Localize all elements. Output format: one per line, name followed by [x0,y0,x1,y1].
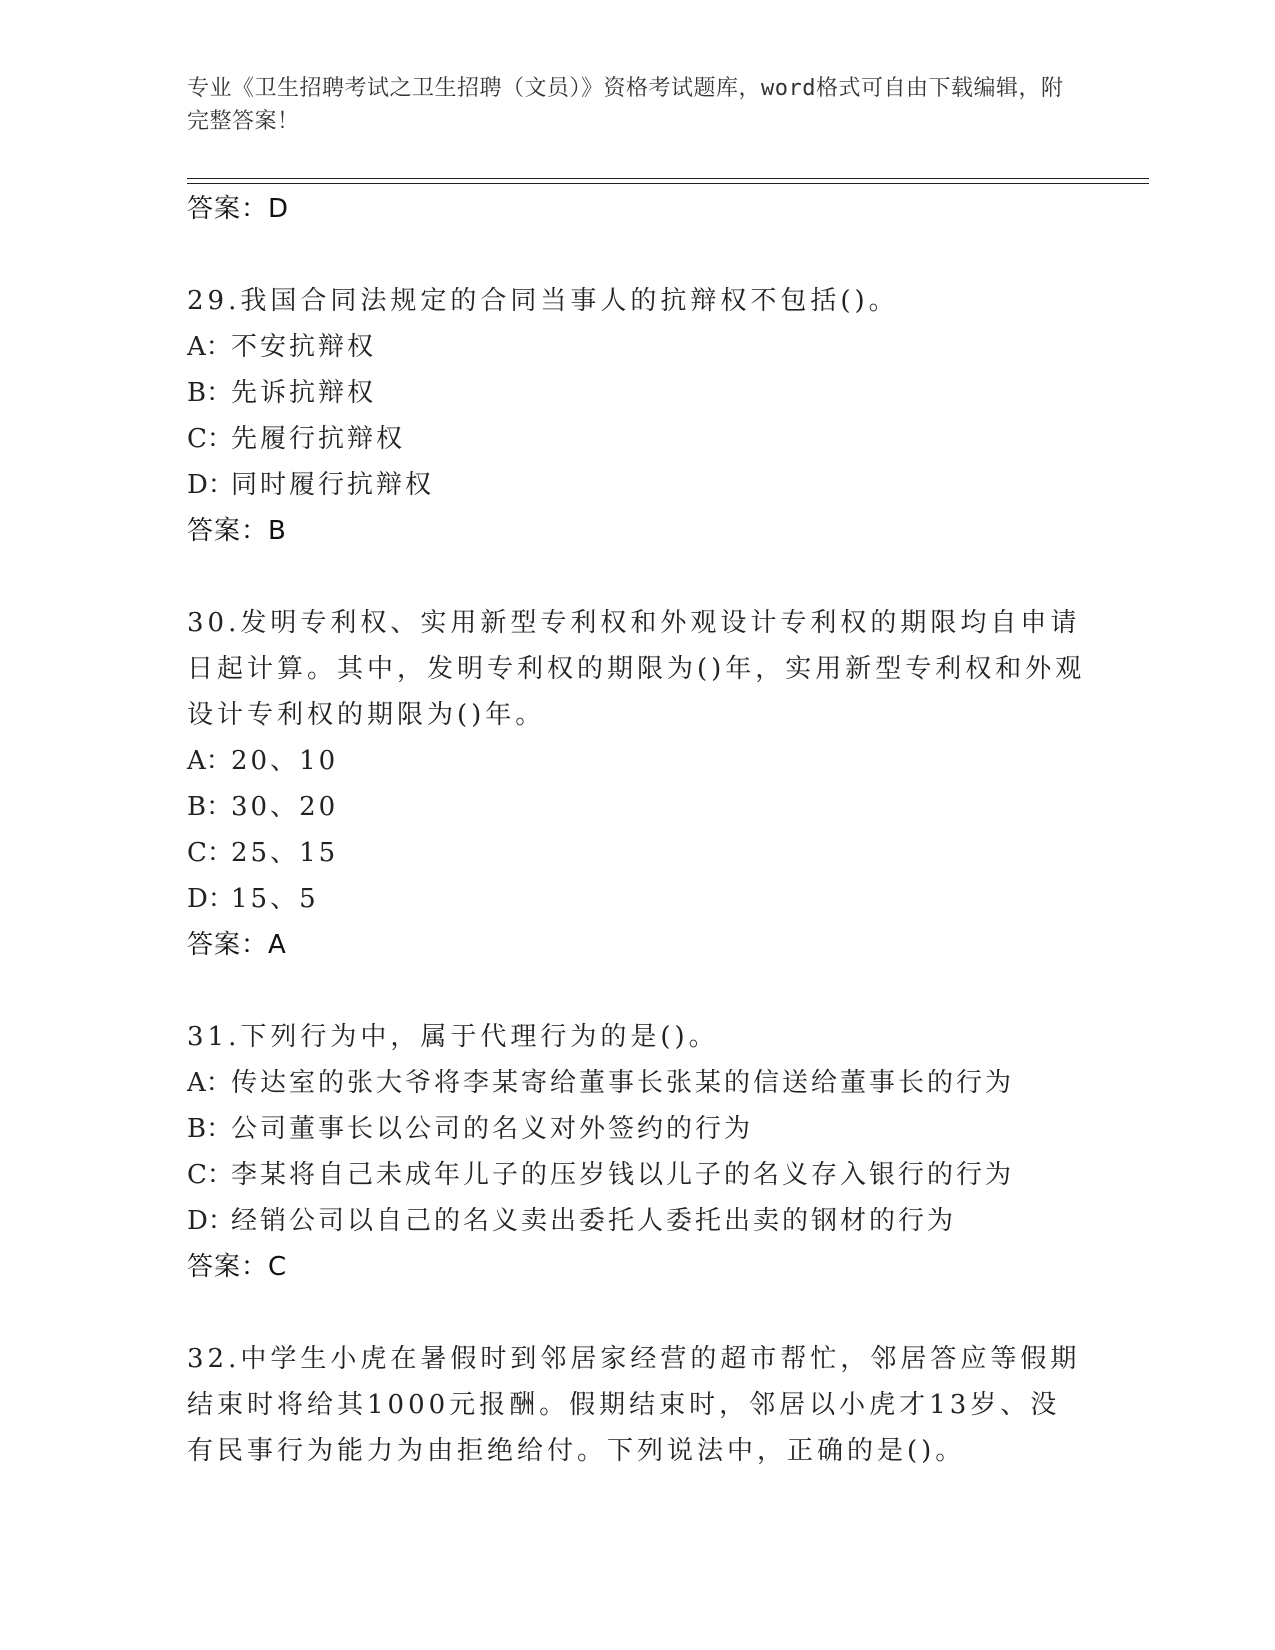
question-stem: 32.中学生小虎在暑假时到邻居家经营的超市帮忙，邻居答应等假期结束时将给其1000元报酬。假期结束时，邻居以小虎才13岁、没有民事行为能力为由拒绝给付。下列说法中，正确的是()。 [187,1344,1081,1466]
option-key: A： [187,332,232,362]
answer-label: 答案：D [187,194,290,224]
spacer [187,968,1087,1014]
question-block [187,1336,1087,1474]
option-text: 不安抗辩权 [231,332,377,362]
option-d [187,876,1087,922]
option-key: C： [187,1160,233,1190]
spacer [187,1290,1087,1336]
option-a [187,1060,1087,1106]
option-key: B： [187,792,233,822]
question-list [187,186,1087,1474]
option-key: D： [187,1206,234,1236]
option-key: D： [187,470,234,500]
spacer [187,554,1087,600]
option-d [187,462,1087,508]
option-key: B： [187,378,233,408]
option-key: A： [187,1068,232,1098]
option-a [187,324,1087,370]
option-text: 25、15 [231,838,339,868]
option-text: 15、5 [231,884,319,914]
option-a [187,738,1087,784]
option-key: C： [187,838,233,868]
option-text: 20、10 [231,746,339,776]
document-description: 专业《卫生招聘考试之卫生招聘（文员）》资格考试题库，word格式可自由下载编辑，附完整答案！ [187,76,1064,134]
header-divider-bottom [187,183,1149,184]
header-divider-top [187,178,1149,179]
question-stem: 31.下列行为中，属于代理行为的是()。 [187,1022,719,1052]
option-key: D： [187,884,234,914]
option-text: 先诉抗辩权 [231,378,377,408]
spacer [187,232,1087,278]
question-block [187,278,1087,554]
option-key: A： [187,746,232,776]
answer-label: 答案：A [187,930,287,960]
option-c [187,416,1087,462]
option-text: 传达室的张大爷将李某寄给董事长张某的信送给董事长的行为 [231,1068,1015,1098]
option-b [187,370,1087,416]
option-key: B： [187,1114,233,1144]
option-text: 30、20 [231,792,339,822]
option-key: C： [187,424,233,454]
option-b [187,1106,1087,1152]
option-text: 公司董事长以公司的名义对外签约的行为 [231,1114,754,1144]
option-c [187,1152,1087,1198]
option-c [187,830,1087,876]
option-text: 李某将自己未成年儿子的压岁钱以儿子的名义存入银行的行为 [231,1160,1015,1190]
question-block [187,600,1087,968]
question-block [187,1014,1087,1290]
option-text: 同时履行抗辩权 [231,470,435,500]
question-stem: 29.我国合同法规定的合同当事人的抗辩权不包括()。 [187,286,899,316]
answer-label: 答案：B [187,516,287,546]
question-stem: 30.发明专利权、实用新型专利权和外观设计专利权的期限均自申请日起计算。其中，发明专利权的期限为()年，实用新型专利权和外观设计专利权的期限为()年。 [187,608,1086,730]
answer-label: 答案：C [187,1252,288,1282]
option-text: 先履行抗辩权 [231,424,406,454]
option-b [187,784,1087,830]
option-d [187,1198,1087,1244]
option-text: 经销公司以自己的名义卖出委托人委托出卖的钢材的行为 [231,1206,957,1236]
